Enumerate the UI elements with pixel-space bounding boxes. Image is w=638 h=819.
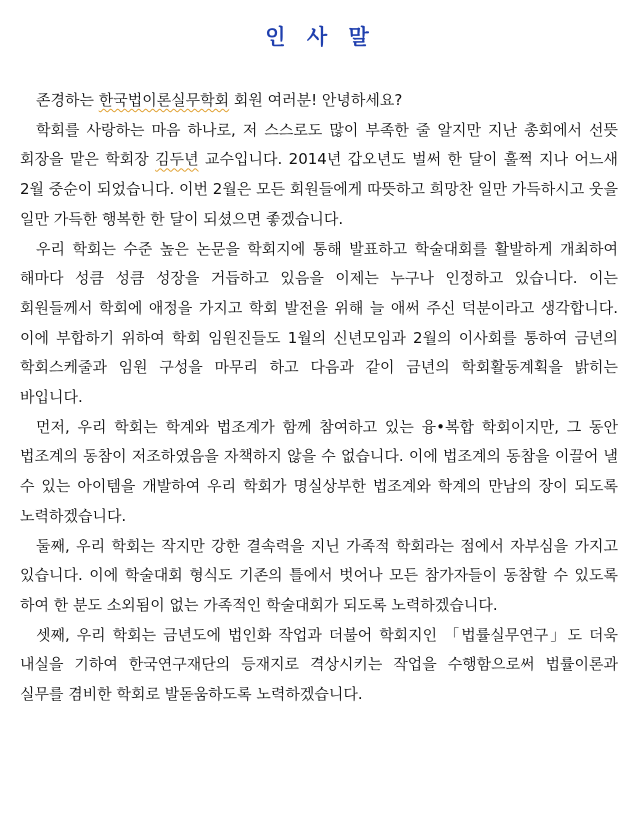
president-name: 김두년 [155, 150, 199, 169]
greeting-paragraph [20, 86, 618, 116]
paragraph-introduction [20, 116, 618, 235]
paragraph-third-plan: 셋째, 우리 학회는 금년도에 법인화 작업과 더불어 학회지인 「법률실무연구」도 더욱 내실을 기하여 한국연구재단의 등재지로 격상시키는 작업을 수행함으로써 법률이론과 실무를 겸비한 학회로 발돋움하도록 노력하겠습니다. [20, 625, 618, 704]
paragraph-second-plan: 둘째, 우리 학회는 작지만 강한 결속력을 지닌 가족적 학회라는 점에서 자부심을 가지고 있습니다. 이에 학술대회 형식도 기존의 틀에서 벗어나 모든 참가자들이 동참할 수 있도록 하여 한 분도 소외됨이 없는 가족적인 학술대회가 되도록 노력하겠습니다. [20, 536, 618, 614]
para1-after: 교수입니다. 2014년 갑오년도 벌써 한 달이 훌쩍 지나 어느새 2월 중순이 되었습니다. 이번 2월은 모든 회원들에게 따뜻하고 희망찬 일만 가득하시고 웃을 일만 가득한 행복한 한 달이 되셨으면 좋겠습니다. [20, 150, 618, 228]
paragraph-first-plan: 먼저, 우리 학회는 학계와 법조계가 함께 참여하고 있는 융•복합 학회이지만, 그 동안 법조계의 동참이 저조하였음을 자책하지 않을 수 없습니다. 이에 법조계의 동참을 이끌어 낼 수 있는 아이템을 개발하여 우리 학회가 명실상부한 법조계와 학계의 만남의 장이 되도록 노력하겠습니다. [20, 417, 618, 525]
para1-before: 학회를 사랑하는 마음 하나로, 저 스스로도 많이 부족한 줄 알지만 지난 총회에서 선뜻 회장을 맡은 학회장 [20, 120, 618, 169]
greeting-before: 존경하는 [36, 91, 99, 109]
page-title: 인 사 말 [265, 24, 373, 49]
letter-body [20, 86, 618, 710]
greeting-after: 회원 여러분! 안녕하세요? [229, 91, 403, 109]
society-name: 한국법이론실무학회 [98, 91, 230, 109]
paragraph-growth: 우리 학회는 수준 높은 논문을 학회지에 통해 발표하고 학술대회를 활발하게 개최하여 해마다 성큼 성큼 성장을 거듭하고 있음을 이제는 누구나 인정하고 있습니다. 이는 회원들께서 학회에 애정을 가지고 학회 발전을 위해 늘 애써 주신 덕분이라고 생각합니다. 이에 부합하기 위하여 학회 임원진들도 1월의 신년모임과 2월의 이사회를 통하여 금년의 학회스케줄과 임원 구성을 마무리 하고 다음과 같이 금년의 학회활동계획을 밝히는 바입니다. [20, 239, 618, 407]
